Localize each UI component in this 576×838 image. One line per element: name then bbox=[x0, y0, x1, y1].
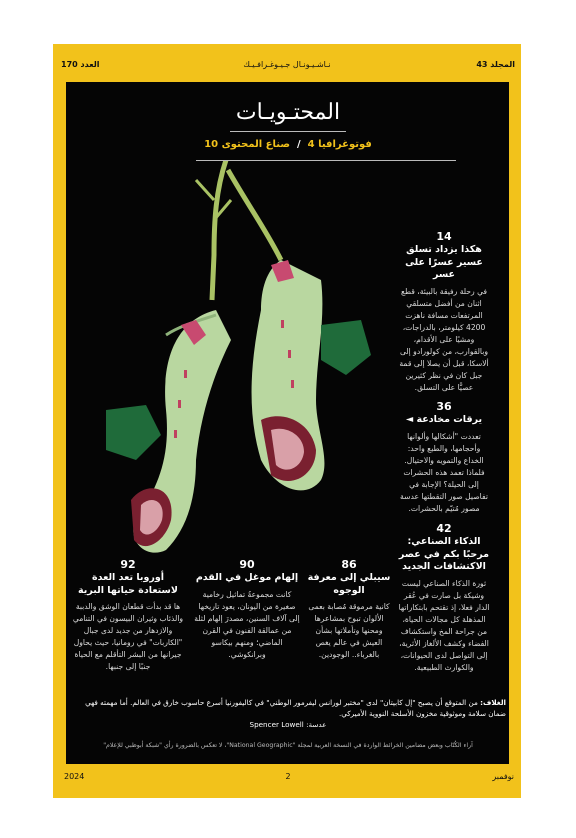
disclaimer: آراء الكُتّاب وبعض مضامين الخرائط الواردة في النسخة العربية لمجلة "National Geographic"، لا تعكس بالضرورة رأي "شبكة أبوظبي للإعلام" bbox=[103, 742, 473, 749]
cover-caption bbox=[70, 697, 506, 730]
article-title: يرقات مخادعة ◄ bbox=[405, 414, 483, 425]
article-title: الذكاء الصناعي: مرحبًا بكم في عصر الاكتشافات الجديد bbox=[398, 536, 490, 572]
article-36[interactable] bbox=[398, 400, 490, 515]
page-number: 92 bbox=[120, 558, 136, 571]
article-body: تعددت "أشكالها وألوانها وأحجامها، والطبع واحد: الخداع والتمويه والاحتيال. فلماذا تعمد هذه الحشرات إلى الحيلة؟ الإجابة في تفاصيل صور التقطتها عدسة مصور مُتيّم بالحشرات. bbox=[400, 431, 488, 513]
article-92[interactable] bbox=[72, 558, 184, 673]
separator: / bbox=[297, 139, 301, 150]
sub-divider bbox=[196, 160, 456, 161]
creators-page: 10 bbox=[204, 139, 219, 150]
cover-label: الغلاف: bbox=[480, 698, 506, 707]
photography-page: 4 bbox=[307, 139, 315, 150]
article-body: كانت مجموعةُ تماثيل رخامية صغيرة من اليونان، يعود تاريخها إلى آلاف السنين، مصدرَ إلهام لثلة من عمالقة الفنون في القرن الماضي؛ ومنهم بيكاسو وبرانكوشي. bbox=[194, 589, 300, 659]
article-90[interactable] bbox=[192, 558, 302, 661]
cover-text: من المتوقع أن يصبح "إل كابيتان" لدى "مختبر لورانس ليفرمور الوطني" في كاليفورنيا أسرع حاسوب خارق في العالم. أما مهمته فهي ضمان سلامة وموثوقية مخزون الأسلحة النووية الأميركي. bbox=[85, 698, 506, 718]
contents-title: المحتـويـات bbox=[235, 100, 341, 125]
subheader bbox=[0, 139, 576, 150]
title-divider bbox=[230, 131, 346, 132]
page-number: 86 bbox=[341, 558, 357, 571]
photography-label[interactable]: فوتوغرافيا bbox=[318, 139, 372, 150]
creators-label[interactable]: صناع المحتوى bbox=[221, 139, 291, 150]
top-bar bbox=[53, 44, 521, 84]
article-body: ثورة الذكاء الصناعي ليست وشيكة بل صارت في عُقر الدار فعلا، إذ تقتحم بابتكاراتها المذهلة كل مجالات الحياة، من جراحة المخ واستكشاف الفضاء وكشف الألغاز الأثرية، إلى التواصل لدى الحيوانات، والكوارث الطبيعية. bbox=[398, 578, 490, 672]
article-body: كانية مرموقة مُصابة بعمى الألوان تبوح بمشاعرها ومحنها وتأملاتها بشأن العيش في عالم يغص بالغرباء.. الوجودين. bbox=[308, 602, 390, 659]
issue-label: العدد 170 bbox=[61, 60, 100, 69]
page-number: 14 bbox=[436, 230, 452, 243]
article-title: هكذا يزداد تسلق عسير عسرًا على عسر bbox=[405, 244, 483, 280]
volume-label: المجلد 43 bbox=[476, 60, 515, 69]
page-number: 36 bbox=[436, 400, 452, 413]
footer-page: 2 bbox=[285, 772, 291, 781]
article-86[interactable] bbox=[307, 558, 391, 661]
photographer-name: Spencer Lowell bbox=[249, 720, 304, 729]
magazine-brand: نـاشـيـونـال جـيـوغـرافـيـك bbox=[243, 60, 331, 69]
article-42[interactable] bbox=[398, 522, 490, 674]
footer-year: 2024 bbox=[64, 772, 85, 781]
page-number: 90 bbox=[239, 558, 255, 571]
article-14[interactable] bbox=[398, 230, 490, 394]
article-title: سيبلي إلى معرفة الوجوه bbox=[307, 572, 391, 596]
article-title: أوروبا تعد العدة لاستعادة حياتها البرية bbox=[78, 572, 178, 596]
page-number: 42 bbox=[436, 522, 452, 535]
article-title: إلهام موغل في القدم bbox=[195, 572, 299, 583]
footer-month: نوفمبر bbox=[492, 772, 514, 781]
article-body: ها قد بدأت قطعان الوشق والدببة والذئاب وثيران البيسون في التنامي والازدهار من جديد لدى جبال "الكاربات" في رومانيا، حيث يحاول جيرانها من البشر التأقلم مع الحياة جنبًا إلى جنبها. bbox=[72, 602, 184, 671]
article-body: في رحلة رفيقة بالبيئة، قطع اثنان من أفضل متسلقي المرتفعات مسافة ناهزت 4200 كيلومتر، بالدراجات، ومشيًا على الأقدام، وبالقوارب، من كولورادو إلى ألاسكا، قبل أن يصلا إلى قمة جبل كان في نظر كثيرين عصيًّا على التسلق. bbox=[399, 286, 489, 392]
photo-credit-label: عدسة: bbox=[306, 720, 327, 729]
